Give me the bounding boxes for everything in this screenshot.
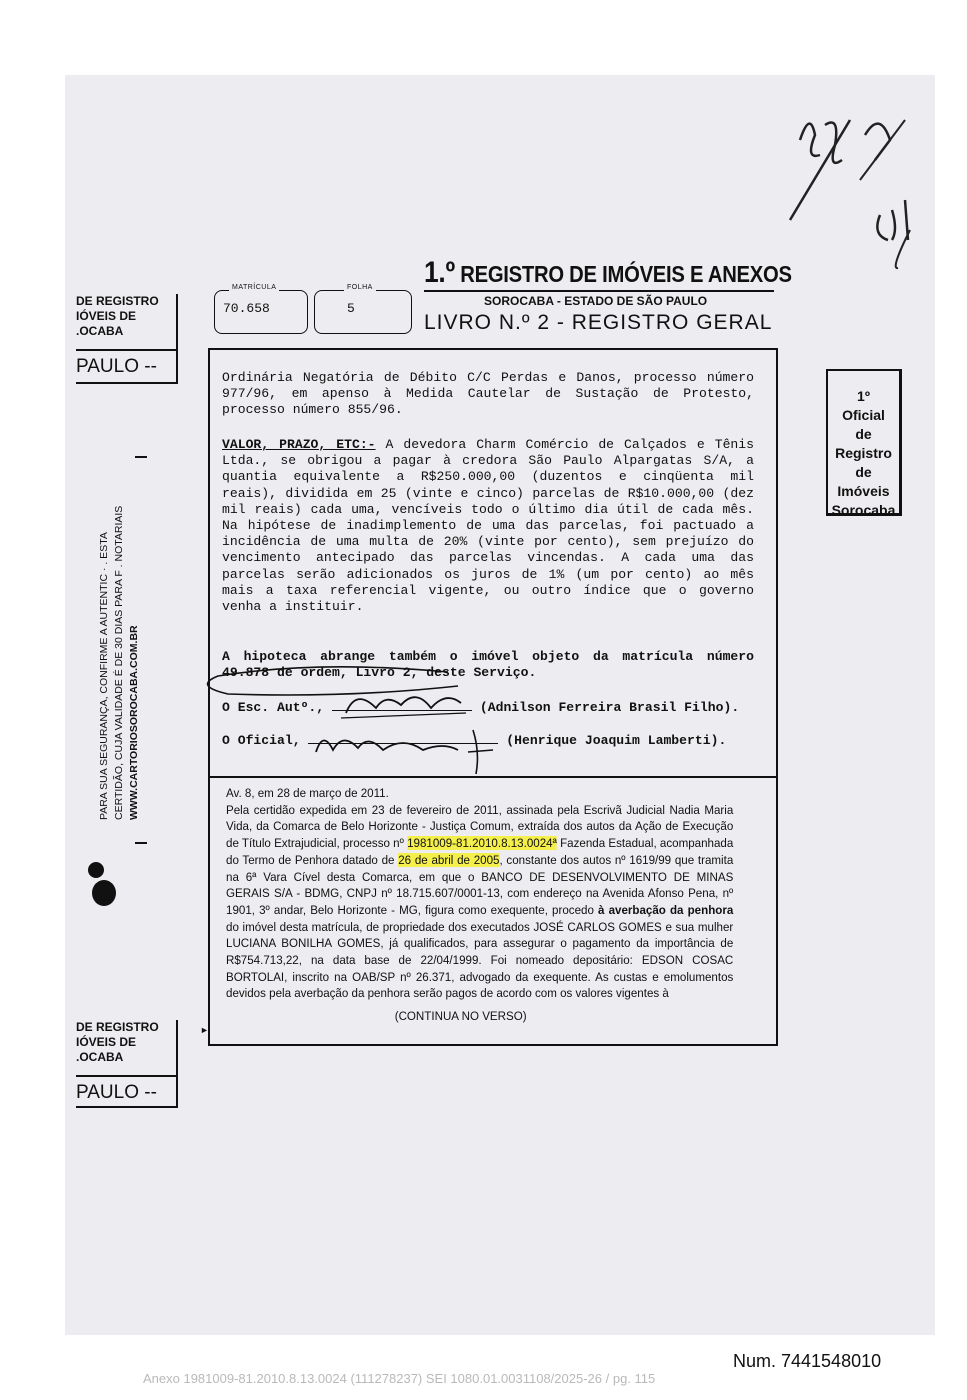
book-label: LIVRO N.º 2 - REGISTRO GERAL — [424, 311, 773, 334]
registry-title — [424, 256, 792, 290]
entry-paragraph-2 — [222, 437, 754, 615]
averbacao-text-part: Fazenda Estadual, acompanhada do Termo de Penhora datado de — [226, 836, 734, 867]
date-highlight: 26 de abril de 2005 — [398, 852, 500, 867]
continua-no-verso: (CONTINUA NO VERSO) — [394, 1009, 527, 1024]
entry-paragraph-1 — [222, 370, 754, 419]
handwritten-signature — [308, 722, 508, 782]
footer-meta: Anexo 1981009-81.2010.8.13.0024 (111278237) SEI 1080.01.0031108/2025-26 / pg. 115 — [143, 1371, 656, 1386]
matricula-box — [214, 290, 308, 334]
folha-box — [314, 290, 412, 334]
stamp-line: Oficial — [842, 407, 885, 423]
folha-value: 5 — [347, 301, 355, 316]
signature-line-1 — [222, 700, 739, 715]
stub-line: DE REGISTRO — [76, 1020, 159, 1034]
stamp-line: Registro — [835, 445, 892, 461]
punch-hole — [92, 880, 116, 906]
header-rule — [424, 290, 774, 292]
averbacao-block — [226, 785, 733, 1025]
averbacao-text-part: Pela certidão expedida em 23 de fevereiro de 2011, assinada pela Escrivã Judicial Nadia Maria Vida, da Comarca de Belo Horizonte - Justiça Comum, extraída dos autos da Ação de Execução de Título Extrajudicial, processo nº — [226, 802, 734, 851]
averbacao-text — [226, 802, 733, 1002]
averbacao-text-part: do imóvel desta matrícula, de propriedade dos executados JOSÉ CARLOS GOMES e sua mulher LUCIANA BONILHA GOMES, já qualificados, para assegurar o pagamento da importância de R$754.713,22, na data base de 22/04/1999. Foi nomeado depositário: EDSON COSAC BORTOLAI, inscrito na OAB/SP nº 26.371, advogado da exequente. As custas e emolumentos devidos pela averbação da penhora serão pagos de acordo com os valores vigentes à — [226, 919, 734, 1001]
folha-label: FOLHA — [344, 284, 376, 291]
security-notice — [97, 506, 142, 820]
averbacao-title: Av. 8, em 28 de março de 2011. — [226, 786, 389, 800]
security-notice-line: CERTIDÃO, CUJA VALIDADE É DE 30 DIAS PARA F . NOTARIAIS — [113, 505, 125, 820]
stub-line: IÓVEIS DE — [76, 1035, 137, 1049]
signatory-name: (Adnilson Ferreira Brasil Filho). — [479, 700, 740, 715]
handwritten-folio-marks — [780, 100, 930, 280]
side-stub-bottom — [76, 1020, 178, 1108]
security-notice-url: WWW.CARTORIOSOROCABA.COM.BR — [128, 625, 140, 820]
stamp-line: 1º — [857, 388, 870, 404]
stamp-line: de — [855, 426, 872, 442]
punch-hole — [88, 862, 104, 878]
notice-tick — [135, 842, 147, 844]
registry-title-text: REGISTRO DE IMÓVEIS E ANEXOS — [460, 261, 792, 287]
signature-label: O Oficial, — [222, 733, 301, 748]
stamp-line: Sorocaba — [831, 502, 896, 518]
arrow-marker-icon: ► — [200, 1025, 209, 1035]
stub-line: .OCABA — [76, 1050, 124, 1064]
stub-city: PAULO -- — [76, 1075, 176, 1103]
entry-separator — [208, 776, 776, 778]
registry-number: 1.º — [424, 256, 455, 289]
signature-label: O Esc. Autº., — [222, 700, 325, 715]
notice-tick — [135, 456, 147, 458]
city-state: SOROCABA - ESTADO DE SÃO PAULO — [484, 294, 708, 308]
security-notice-line: PARA SUA SEGURANÇA, CONFIRME A AUTENTIC · . ESTA — [98, 532, 110, 820]
stub-line: IÓVEIS DE — [76, 309, 137, 323]
entry-text: Ordinária Negatória de Débito C/C Perdas e Danos, processo número 977/96, em apenso à Medida Cautelar de Sustação de Protesto, processo número 855/96. — [222, 370, 754, 418]
matricula-value: 70.658 — [223, 301, 270, 316]
stub-line: DE REGISTRO — [76, 294, 159, 308]
valor-prazo-label: VALOR, PRAZO, ETC:- — [222, 437, 376, 452]
stub-city: PAULO -- — [76, 349, 176, 377]
side-stub-top — [76, 294, 178, 384]
averbacao-text-part: , constante dos autos nº 1619/99 que tramita na 6ª Vara Cível desta Comarca, em que o BANCO DE DESENVOLVIMENTO DE MINAS GERAIS S/A - BDMG, CNPJ nº 18.715.607/0001-13, com endereço na Avenida Afonso Pena, nº 1901, 3º andar, Belo Horizonte - MG, figura como exequente, procedo — [226, 852, 734, 917]
entry-text: A devedora Charm Comércio de Calçados e Tênis Ltda., se obrigou a pagar à credora São Paulo Alpargatas S/A, a quantia equivalente a R$250.000,00 (duzentos e cinqüenta mil reais), dividida em 25 (vinte e cinco) parcelas de R$10.000,00 (dez mil reais) cada uma, vencíveis todo o último dia útil de cada mês. Na hipótese de inadimplemento de uma das parcelas, foi pactuado a incidência de uma multa de 20% (vinte por cento), sem prejuízo do vencimento antecipado das parcelas vincendas. A cada uma das parcelas serão adicionados os juros de 1% (um por cento) ao mês mais a taxa referencial vigente, ou outro índice que o governo venha a instituir. — [222, 437, 754, 615]
entry-text: A hipoteca abrange também o imóvel objeto da matrícula número 49.878 de ordem, Livro 2, deste Serviço. — [222, 649, 754, 681]
handwritten-signature — [336, 683, 476, 723]
matricula-label: MATRÍCULA — [229, 284, 279, 291]
registry-stamp — [826, 369, 902, 516]
document-number: Num. 7441548010 — [733, 1351, 882, 1371]
stub-line: .OCABA — [76, 324, 124, 338]
averbacao-bold: à averbação da penhora — [598, 902, 734, 917]
stamp-line: de — [855, 464, 872, 480]
process-number-highlight: 1981009-81.2010.8.13.0024ª — [407, 836, 557, 851]
signatory-name: (Henrique Joaquim Lamberti). — [506, 733, 727, 748]
stamp-line: Imóveis — [837, 483, 890, 499]
